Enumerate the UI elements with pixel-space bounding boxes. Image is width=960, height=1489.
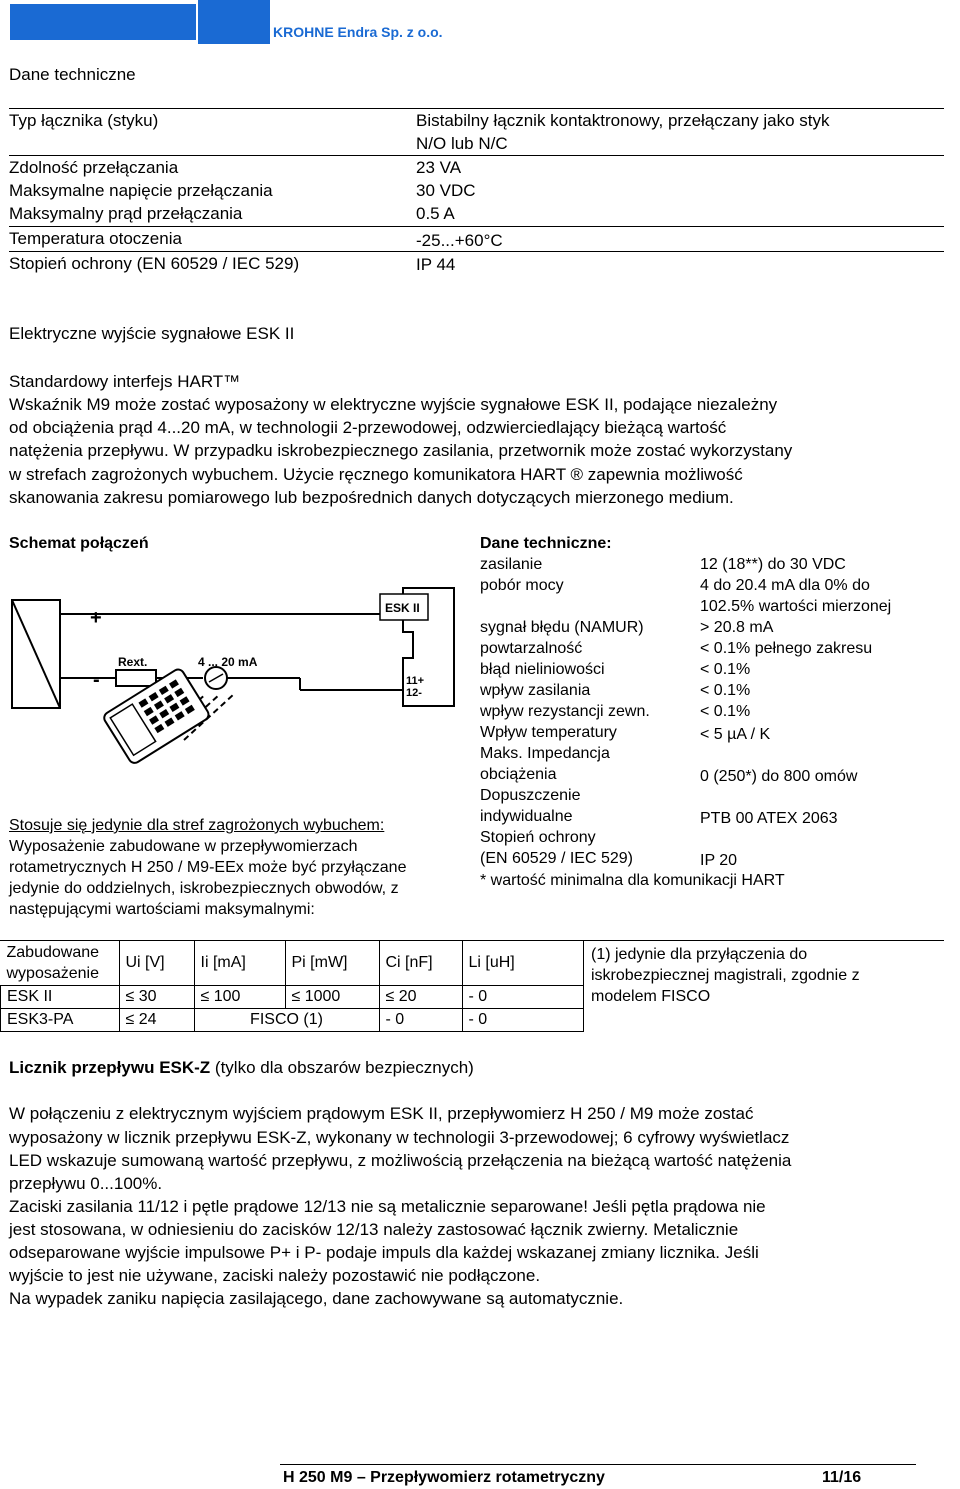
table-cell: ≤ 20 xyxy=(379,986,462,1009)
specs-value: 0 (250*) do 800 omów xyxy=(700,768,858,785)
table-note-line: iskrobezpiecznej magistrali, zgodnie z xyxy=(591,967,860,984)
table-row xyxy=(1,986,584,1009)
module-label: ESK II xyxy=(385,601,420,615)
paragraph-line: skanowania zakresu pomiarowego lub bezpośrednich danych dotyczących mierzonego medium. xyxy=(9,488,734,507)
table-header-cell: Ii [mA] xyxy=(194,940,285,986)
specs-label: wpływ zasilania xyxy=(480,682,591,699)
page-number: 11/16 xyxy=(822,1469,862,1486)
spec-value: 0.5 A xyxy=(416,204,455,223)
specs-label: obciążenia xyxy=(480,766,557,783)
specs-value: < 0.1% xyxy=(700,682,751,699)
specs-label: Wpływ temperatury xyxy=(480,724,617,741)
safety-values-table xyxy=(0,940,584,1032)
specs-label: wpływ rezystancji zewn. xyxy=(480,703,650,720)
table-note-line: modelem FISCO xyxy=(591,988,711,1005)
table-header-row xyxy=(1,940,584,986)
spec-label: Temperatura otoczenia xyxy=(9,229,182,248)
specs-value: 12 (18**) do 30 VDC xyxy=(700,556,846,573)
connection-diagram xyxy=(8,586,456,798)
schematic-title: Schemat połączeń xyxy=(9,535,149,552)
specs-label: pobór mocy xyxy=(480,577,564,594)
paragraph-line: Wskaźnik M9 może zostać wyposażony w elektryczne wyjście sygnałowe ESK II, podające niezależny xyxy=(9,395,778,414)
table-cell: ESK II xyxy=(1,986,120,1009)
paragraph-line: natężenia przepływu. W przypadku iskrobezpiecznego zasilania, przetwornik może zostać wykorzystany xyxy=(9,441,793,460)
paragraph-line: w strefach zagrożonych wybuchem. Użycie ręcznego komunikatora HART ® zapewnia możliwość xyxy=(9,465,743,484)
paragraph-line: Zaciski zasilania 11/12 i pętle prądowe 12/13 nie są metalicznie separowane! Jeśli pętla prądowa nie xyxy=(9,1197,766,1216)
table-row xyxy=(1,1009,584,1032)
paragraph-line: wyposażony w licznik przepływu ESK-Z, wykonany w technologii 3-przewodowej; 6 cyfrowy wyświetlacz xyxy=(9,1128,790,1147)
specs-label: (EN 60529 / IEC 529) xyxy=(480,850,633,867)
ex-note-line: rotametrycznych H 250 / M9-EEx może być przyłączane xyxy=(9,859,407,876)
specs-label: Dopuszczenie xyxy=(480,787,581,804)
rext-label: Rext. xyxy=(118,655,148,669)
table-header-cell: Pi [mW] xyxy=(285,940,379,986)
table-cell: - 0 xyxy=(462,1009,584,1032)
specs-label: sygnał błędu (NAMUR) xyxy=(480,619,644,636)
section3-title xyxy=(9,1056,474,1079)
spec-value: 23 VA xyxy=(416,158,462,177)
table-header-cell: Zabudowane wyposażenie xyxy=(1,940,120,986)
specs-value: 4 do 20.4 mA dla 0% do xyxy=(700,577,870,594)
header-bar-left xyxy=(10,4,196,40)
specs-value: < 0.1% xyxy=(700,661,751,678)
section3-title-rest: (tylko dla obszarów bezpiecznych) xyxy=(210,1058,474,1077)
specs-label: zasilanie xyxy=(480,556,543,573)
ex-note-line: jedynie do oddzielnych, iskrobezpiecznych obwodów, z xyxy=(9,880,399,897)
spec-label: Maksymalny prąd przełączania xyxy=(9,204,243,223)
footer-divider xyxy=(280,1464,916,1465)
table-cell: ≤ 24 xyxy=(119,1009,194,1032)
footer-title: H 250 M9 – Przepływomierz rotametryczny xyxy=(283,1469,605,1486)
section3-title-bold: Licznik przepływu ESK-Z xyxy=(9,1058,211,1077)
paragraph-line: przepływu 0...100%. xyxy=(9,1174,163,1193)
paragraph-line: Na wypadek zaniku napięcia zasilającego, dane zachowywane są automatycznie. xyxy=(9,1289,624,1308)
section1-title: Dane techniczne xyxy=(9,65,136,84)
ex-note-title: Stosuje się jedynie dla stref zagrożonych wybuchem: xyxy=(9,817,385,834)
company-name: KROHNE Endra Sp. z o.o. xyxy=(273,24,443,40)
minus-label: - xyxy=(93,669,100,691)
specs-value: < 5 µA / K xyxy=(700,726,771,743)
paragraph-line: wyjście to jest nie używane, zaciski należy pozostawić nie podłączone. xyxy=(9,1266,541,1285)
table-note-line: (1) jedynie dla przyłączenia do xyxy=(591,946,808,963)
ma-label: 4 ... 20 mA xyxy=(198,655,258,669)
table-cell: FISCO (1) xyxy=(194,1009,379,1032)
specs-label: Maks. Impedancja xyxy=(480,745,610,762)
table-cell: ≤ 1000 xyxy=(285,986,379,1009)
specs-label: Stopień ochrony xyxy=(480,829,596,846)
table-cell: - 0 xyxy=(379,1009,462,1032)
header-bar-right xyxy=(198,0,270,44)
spec-value: 30 VDC xyxy=(416,181,476,200)
spec-value: Bistabilny łącznik kontaktronowy, przełączany jako styk xyxy=(416,111,830,130)
table-cell: ≤ 30 xyxy=(119,986,194,1009)
plus-label: + xyxy=(90,607,102,629)
paragraph-line: jest stosowana, w odniesieniu do zacisków 12/13 należy zastosować łącznik zwierny. Metalicznie xyxy=(9,1220,739,1239)
paragraph-line: LED wskazuje sumowaną wartość przepływu, z możliwością przełączenia na bieżącą wartość natężenia xyxy=(9,1151,792,1170)
table-cell: ESK3-PA xyxy=(1,1009,120,1032)
ex-note-line: Wyposażenie zabudowane w przepływomierzach xyxy=(9,838,358,855)
table-header-cell: Ui [V] xyxy=(119,940,194,986)
table-cell: ≤ 100 xyxy=(194,986,285,1009)
specs-value: PTB 00 ATEX 2063 xyxy=(700,810,838,827)
specs-value: IP 20 xyxy=(700,852,738,869)
specs-value: > 20.8 mA xyxy=(700,619,774,636)
specs-value: < 0.1% pełnego zakresu xyxy=(700,640,873,657)
specs-title: Dane techniczne: xyxy=(480,535,612,552)
specs-value: < 0.1% xyxy=(700,703,751,720)
spec-label: Stopień ochrony (EN 60529 / IEC 529) xyxy=(9,254,300,273)
paragraph-line: od obciążenia prąd 4...20 mA, w technologii 2-przewodowej, odzwierciedlający bieżącą wartość xyxy=(9,418,727,437)
table-header-cell: Li [uH] xyxy=(462,940,584,986)
specs-footnote: * wartość minimalna dla komunikacji HART xyxy=(480,872,785,889)
paragraph-line: W połączeniu z elektrycznym wyjściem prądowym ESK II, przepływomierz H 250 / M9 może zostać xyxy=(9,1104,754,1123)
terminal-12-label: 12- xyxy=(406,687,422,699)
spec-label: Maksymalne napięcie przełączania xyxy=(9,181,273,200)
specs-value: 102.5% wartości mierzonej xyxy=(700,598,892,615)
spec-value: N/O lub N/C xyxy=(416,134,508,153)
table-header-cell: Ci [nF] xyxy=(379,940,462,986)
specs-label: indywidualne xyxy=(480,808,573,825)
specs-label: powtarzalność xyxy=(480,640,583,657)
terminal-11-label: 11+ xyxy=(406,675,425,687)
spec-label: Typ łącznika (styku) xyxy=(9,111,159,130)
paragraph-line: odseparowane wyjście impulsowe P+ i P- podaje impuls dla każdej wskazanej zmiany licznika. Jeśli xyxy=(9,1243,759,1262)
spec-label: Zdolność przełączania xyxy=(9,158,179,177)
table-cell: - 0 xyxy=(462,986,584,1009)
spec-value: -25...+60°C xyxy=(416,231,503,250)
section2-subtitle: Standardowy interfejs HART™ xyxy=(9,372,241,391)
spec-value: IP 44 xyxy=(416,255,456,274)
ex-note-line: następującymi wartościami maksymalnymi: xyxy=(9,901,315,918)
specs-label: błąd nieliniowości xyxy=(480,661,605,678)
section2-title: Elektryczne wyjście sygnałowe ESK II xyxy=(9,324,295,343)
